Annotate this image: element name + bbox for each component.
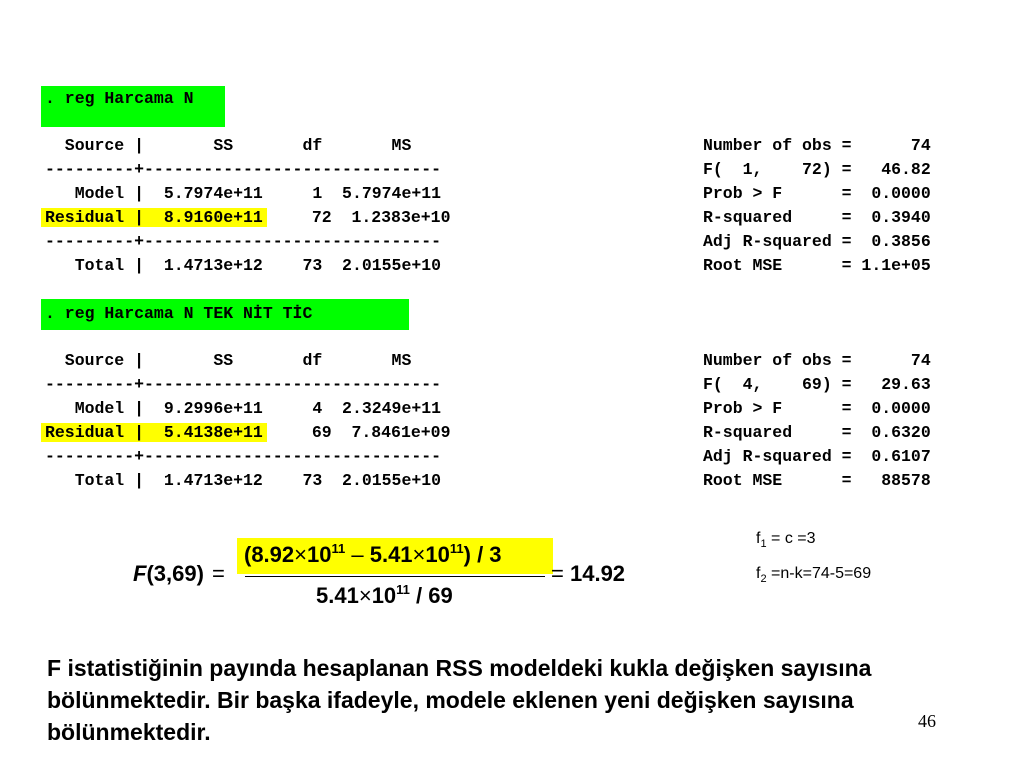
formula-denominator	[316, 582, 453, 609]
num-ten-a: 10	[307, 542, 332, 567]
table1-row-5: Total | 1.4713e+12 73 2.0155e+10	[45, 256, 442, 275]
f1-label: f	[756, 530, 761, 547]
formula-lhs	[133, 561, 225, 587]
f2-sub: 2	[760, 573, 767, 586]
table1-row-4: ---------+------------------------------	[45, 232, 442, 251]
table1-row-2: Model | 5.7974e+11 1 5.7974e+11	[45, 184, 442, 203]
num-open: (8.92	[244, 542, 295, 567]
formula-result	[551, 561, 625, 587]
stats2-0: Number of obs = 74	[703, 351, 931, 370]
f1-sub: 1	[760, 538, 767, 551]
stats1-0: Number of obs = 74	[703, 136, 931, 155]
table1-row-0: Source | SS df MS	[45, 136, 412, 155]
den-div: / 69	[409, 583, 453, 608]
fraction-bar	[245, 576, 545, 577]
residual-highlight-2: Residual | 5.4138e+11	[41, 423, 267, 442]
formula-f: F	[133, 561, 147, 586]
page-number: 46	[918, 711, 936, 731]
result-value: 14.92	[569, 561, 626, 586]
num-close: )	[463, 542, 471, 567]
table2-row-5: Total | 1.4713e+12 73 2.0155e+10	[45, 471, 442, 490]
formula-numerator	[244, 541, 502, 568]
table2-row-1: ---------+------------------------------	[45, 375, 442, 394]
num-ten-b: 10	[425, 542, 450, 567]
stats2-5: Root MSE = 88578	[703, 471, 931, 490]
table1-row-3	[41, 206, 450, 230]
den-exp: 11	[396, 582, 410, 597]
formula-eq1: =	[211, 561, 225, 586]
num-exp-b: 11	[449, 541, 464, 556]
stats1-2: Prob > F = 0.0000	[703, 184, 931, 203]
num-b: 5.41	[369, 542, 413, 567]
stats2-1: F( 4, 69) = 29.63	[703, 375, 931, 394]
explanation-paragraph: F istatistiğinin payında hesaplanan RSS modeldeki kukla değişken sayısına bölünmektedir. Bir başka ifadeyle, modele eklenen yeni değişken sayısına bölünmektedir.	[47, 655, 872, 745]
stats2-4: Adj R-squared = 0.6107	[703, 447, 931, 466]
note-f2	[756, 565, 871, 585]
table2-row-2: Model | 9.2996e+11 4 2.3249e+11	[45, 399, 442, 418]
den-a: 5.41	[316, 583, 359, 608]
num-div: / 3	[470, 542, 502, 567]
stats2-2: Prob > F = 0.0000	[703, 399, 931, 418]
stats1-4: Adj R-squared = 0.3856	[703, 232, 931, 251]
f1-rest: = c =3	[766, 530, 816, 547]
table2-row-0: Source | SS df MS	[45, 351, 412, 370]
note-f1	[756, 530, 816, 550]
table2-row-3	[41, 421, 450, 445]
command-reg2: . reg Harcama N TEK NİT TİC	[41, 299, 409, 330]
num-minus: –	[345, 542, 370, 567]
f2-label: f	[756, 565, 761, 582]
den-ten: 10	[371, 583, 397, 608]
stats1-3: R-squared = 0.3940	[703, 208, 931, 227]
residual-highlight: Residual | 8.9160e+11	[41, 208, 267, 227]
table1-row-1: ---------+------------------------------	[45, 160, 442, 179]
stats2-3: R-squared = 0.6320	[703, 423, 931, 442]
formula-args: (3,69)	[146, 561, 204, 586]
stats1-1: F( 1, 72) = 46.82	[703, 160, 931, 179]
command-reg1: . reg Harcama N	[41, 86, 225, 127]
residual-rest: 72 1.2383e+10	[311, 208, 451, 227]
stats1-5: Root MSE = 1.1e+05	[703, 256, 931, 275]
formula-eq2: =	[551, 561, 564, 586]
num-times-a: ×	[294, 542, 308, 567]
den-times: ×	[358, 583, 372, 608]
table2-row-4: ---------+------------------------------	[45, 447, 442, 466]
residual-rest-2: 69 7.8461e+09	[311, 423, 451, 442]
num-exp-a: 11	[331, 541, 346, 556]
num-times-b: ×	[412, 542, 426, 567]
f2-rest: =n-k=74-5=69	[766, 565, 872, 582]
